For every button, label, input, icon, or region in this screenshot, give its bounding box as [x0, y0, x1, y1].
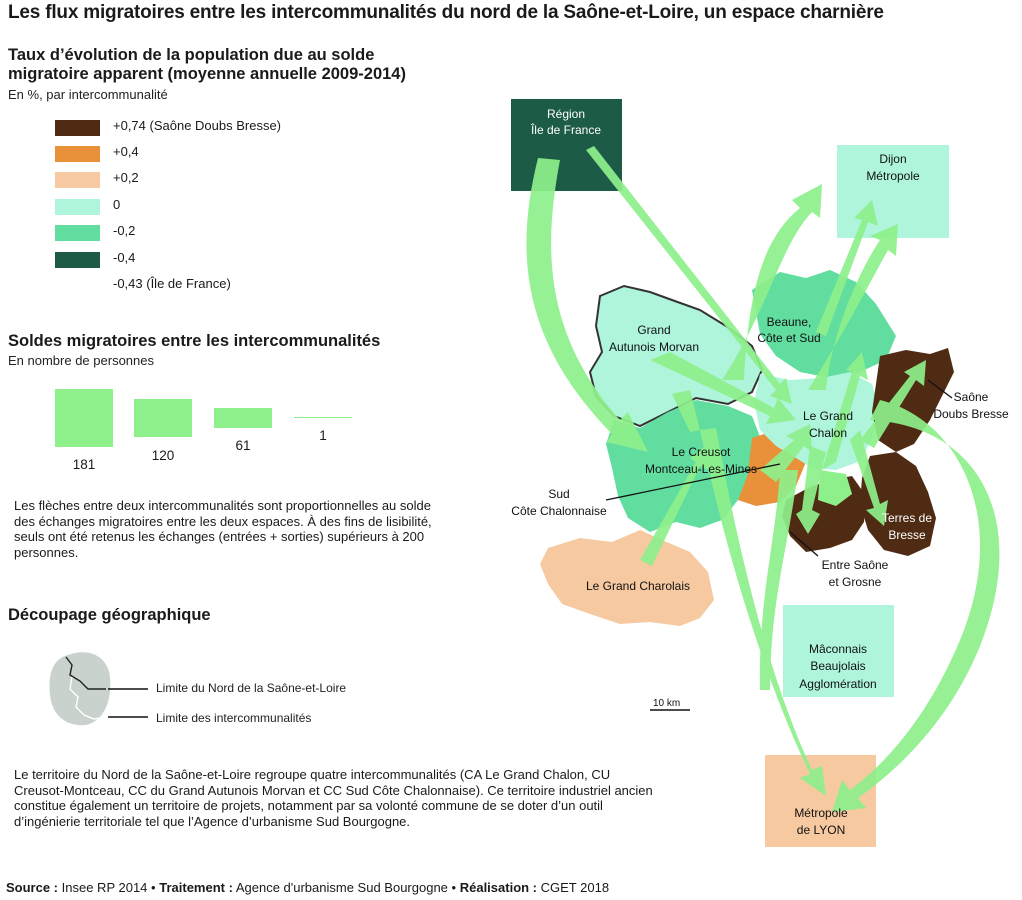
flows-note: Les flèches entre deux intercommunalités sont proportionnelles au solde des échanges migratoires entre les deux espaces. À des fins de lisibilité, seuls ont été retenus les échanges (entrées + sorties) supérieurs à 200 personnes. — [14, 498, 432, 560]
treatment-label: Traitement : — [159, 880, 233, 895]
label-esg-1: Entre Saône — [821, 558, 889, 572]
realisation-value: CGET 2018 — [540, 880, 610, 895]
rate-legend-subtitle: En %, par intercommunalité — [8, 87, 168, 102]
label-sdb-2: Doubs Bresse — [933, 407, 1009, 421]
label-idf-1: Région — [546, 107, 586, 121]
label-dijon-1: Dijon — [879, 152, 907, 166]
label-macon-3: Agglomération — [799, 677, 877, 691]
label-creusot-2: Montceau-Les-Mines — [644, 462, 758, 476]
label-autunois-1: Grand — [637, 323, 671, 337]
label-esg-2: et Grosne — [828, 575, 882, 589]
label-sdb-1: Saône — [953, 390, 989, 404]
rate-label: +0,4 — [113, 144, 139, 159]
separator: • — [451, 880, 457, 895]
geo-legend-epci-boundary: Limite des intercommunalités — [156, 711, 312, 725]
flow-value: 1 — [319, 428, 327, 443]
label-sudcote-1: Sud — [548, 487, 570, 501]
scale-label: 10 km — [653, 698, 681, 709]
rate-label: +0,74 (Saône Doubs Bresse) — [113, 118, 282, 133]
flows-legend-subtitle: En nombre de personnes — [8, 353, 154, 368]
label-chalon-2: Chalon — [808, 426, 848, 440]
treatment-value: Agence d'urbanisme Sud Bourgogne — [235, 880, 448, 895]
label-lyon-1: Métropole — [794, 806, 848, 820]
label-beaune-1: Beaune, — [766, 315, 812, 329]
label-idf-2: Île de France — [530, 123, 602, 137]
description: Le territoire du Nord de la Saône-et-Loire regroupe quatre intercommunalités (CA Le Grand Chalon, CU Creusot-Montceau, CC du Grand Autunois Morvan et CC Sud Côte Chalonnaise). Ce territoire industriel ancien constitue également un territoire de projets, notamment par sa volonté commune de se doter d’un outil d’ingénierie territoriale tel que l’Agence d’urbanisme Sud Bourgogne. — [14, 767, 653, 829]
label-macon-1: Mâconnais — [808, 642, 868, 656]
rate-label: -0,43 (Île de France) — [113, 276, 231, 291]
source-label: Source : — [6, 880, 59, 895]
label-macon-2: Beaujolais — [810, 659, 866, 673]
flow-value: 61 — [235, 438, 251, 453]
label-creusot-1: Le Creusot — [671, 445, 731, 459]
geo-legend-title: Découpage géographique — [8, 606, 211, 624]
label-terres-1: Terres de — [881, 511, 933, 525]
rate-label: -0,2 — [113, 223, 136, 238]
flow-value: 120 — [151, 448, 175, 463]
label-lyon-2: de LYON — [796, 823, 846, 837]
geo-legend-north-boundary: Limite du Nord de la Saône-et-Loire — [156, 681, 347, 695]
flows-legend-title: Soldes migratoires entre les intercommunalités — [8, 332, 381, 350]
page-title: Les flux migratoires entre les intercommunalités du nord de la Saône-et-Loire, un espace charnière — [8, 2, 884, 23]
region-saone-doubs-bresse — [872, 348, 954, 452]
region-grand-charolais — [540, 530, 714, 626]
realisation-label: Réalisation : — [459, 880, 538, 895]
rate-label: +0,2 — [113, 170, 139, 185]
label-beaune-2: Côte et Sud — [757, 331, 821, 345]
separator: • — [151, 880, 156, 895]
label-charolais: Le Grand Charolais — [585, 579, 691, 593]
label-chalon-1: Le Grand — [802, 409, 854, 423]
label-autunois-2: Autunois Morvan — [608, 340, 700, 354]
flow-value: 181 — [72, 457, 96, 472]
rate-label: 0 — [113, 197, 121, 212]
rate-legend-title: Taux d’évolution de la population due au solde migratoire apparent (moyenne annuelle 2009-2014) — [8, 46, 406, 83]
label-sudcote-2: Côte Chalonnaise — [511, 504, 607, 518]
rate-label: -0,4 — [113, 250, 136, 265]
label-terres-2: Bresse — [888, 528, 926, 542]
source-value: Insee RP 2014 — [61, 880, 148, 895]
label-dijon-2: Métropole — [866, 169, 920, 183]
